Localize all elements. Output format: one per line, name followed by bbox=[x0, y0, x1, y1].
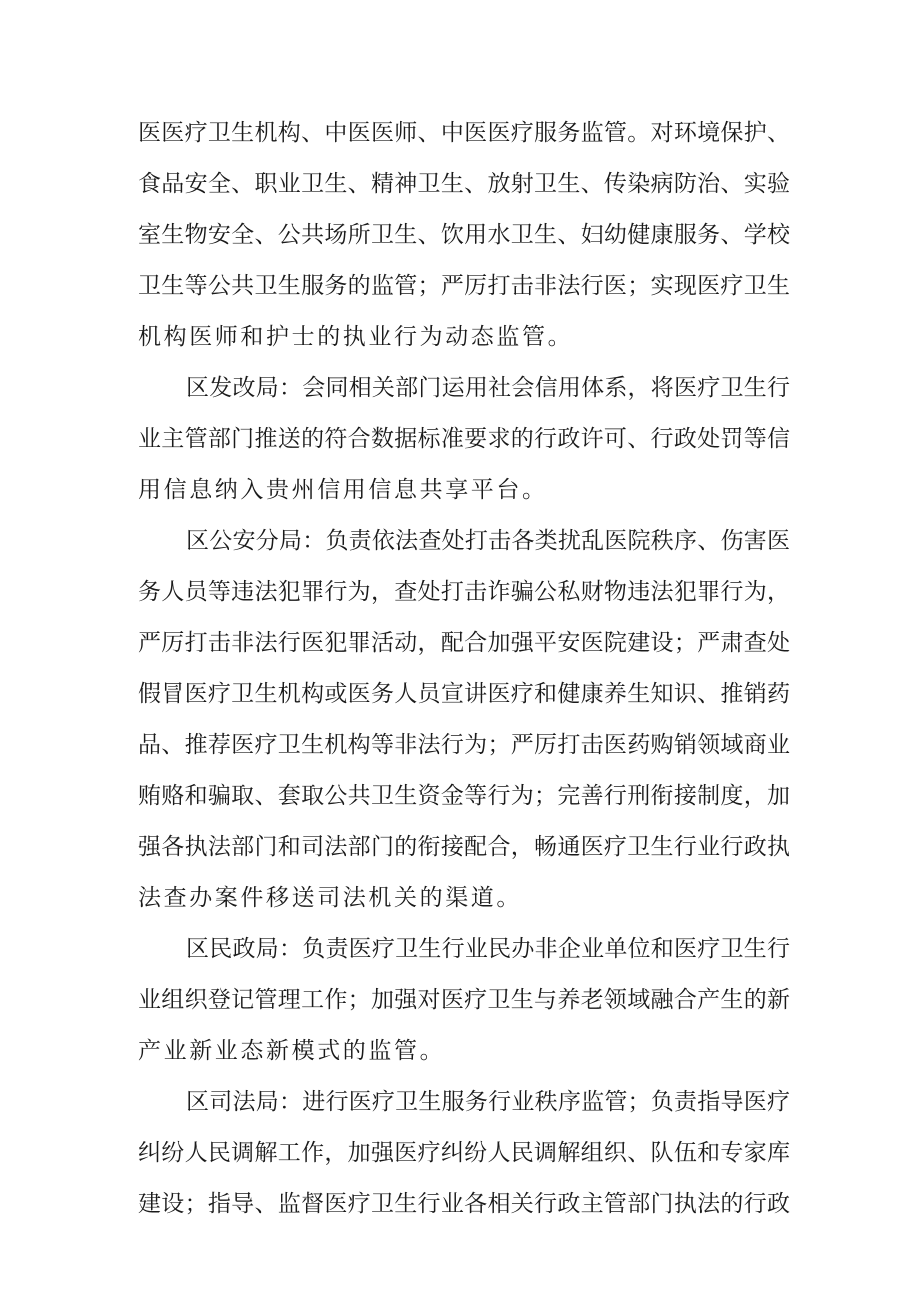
text-line: 用信息纳入贵州信用信息共享平台。 bbox=[138, 477, 548, 503]
text-line: 业主管部门推送的符合数据标准要求的行政许可、行政处罚等信 bbox=[138, 426, 790, 452]
text-line: 区发改局：会同相关部门运用社会信用体系，将医疗卫生行 bbox=[186, 375, 790, 401]
text-line: 纠纷人民调解工作，加强医疗纠纷人民调解组织、队伍和专家库 bbox=[138, 1140, 790, 1166]
text-line: 区公安分局：负责依法查处打击各类扰乱医院秩序、伤害医 bbox=[186, 528, 790, 554]
text-line: 法查办案件移送司法机关的渠道。 bbox=[138, 885, 522, 911]
text-line: 产业新业态新模式的监管。 bbox=[138, 1038, 446, 1064]
text-line: 食品安全、职业卫生、精神卫生、放射卫生、传染病防治、实验 bbox=[138, 171, 790, 197]
text-line: 区司法局：进行医疗卫生服务行业秩序监管；负责指导医疗 bbox=[186, 1089, 790, 1115]
document-page bbox=[138, 108, 790, 1230]
text-line: 严厉打击非法行医犯罪活动，配合加强平安医院建设；严肃查处 bbox=[138, 630, 790, 656]
text-line: 强各执法部门和司法部门的衔接配合，畅通医疗卫生行业行政执 bbox=[138, 834, 790, 860]
text-line: 务人员等违法犯罪行为，查处打击诈骗公私财物违法犯罪行为， bbox=[138, 579, 790, 605]
text-line: 医医疗卫生机构、中医医师、中医医疗服务监管。对环境保护、 bbox=[138, 120, 790, 146]
text-line: 贿赂和骗取、套取公共卫生资金等行为；完善行刑衔接制度，加 bbox=[138, 783, 790, 809]
text-line: 假冒医疗卫生机构或医务人员宣讲医疗和健康养生知识、推销药 bbox=[138, 681, 790, 707]
text-line: 品、推荐医疗卫生机构等非法行为；严厉打击医药购销领域商业 bbox=[138, 732, 790, 758]
paragraph-development-reform-bureau bbox=[138, 363, 790, 516]
text-line: 机构医师和护士的执业行为动态监管。 bbox=[138, 324, 574, 350]
paragraph-public-security-bureau bbox=[138, 516, 790, 924]
paragraph-civil-affairs-bureau bbox=[138, 924, 790, 1077]
text-line: 区民政局：负责医疗卫生行业民办非企业单位和医疗卫生行 bbox=[186, 936, 790, 962]
paragraph-justice-bureau bbox=[138, 1077, 790, 1230]
paragraph-health-supervision-continued bbox=[138, 108, 790, 363]
text-line: 业组织登记管理工作；加强对医疗卫生与养老领域融合产生的新 bbox=[138, 987, 790, 1013]
text-line: 建设；指导、监督医疗卫生行业各相关行政主管部门执法的行政 bbox=[138, 1191, 790, 1217]
text-line: 室生物安全、公共场所卫生、饮用水卫生、妇幼健康服务、学校 bbox=[138, 222, 790, 248]
text-line: 卫生等公共卫生服务的监管；严厉打击非法行医；实现医疗卫生 bbox=[138, 273, 790, 299]
